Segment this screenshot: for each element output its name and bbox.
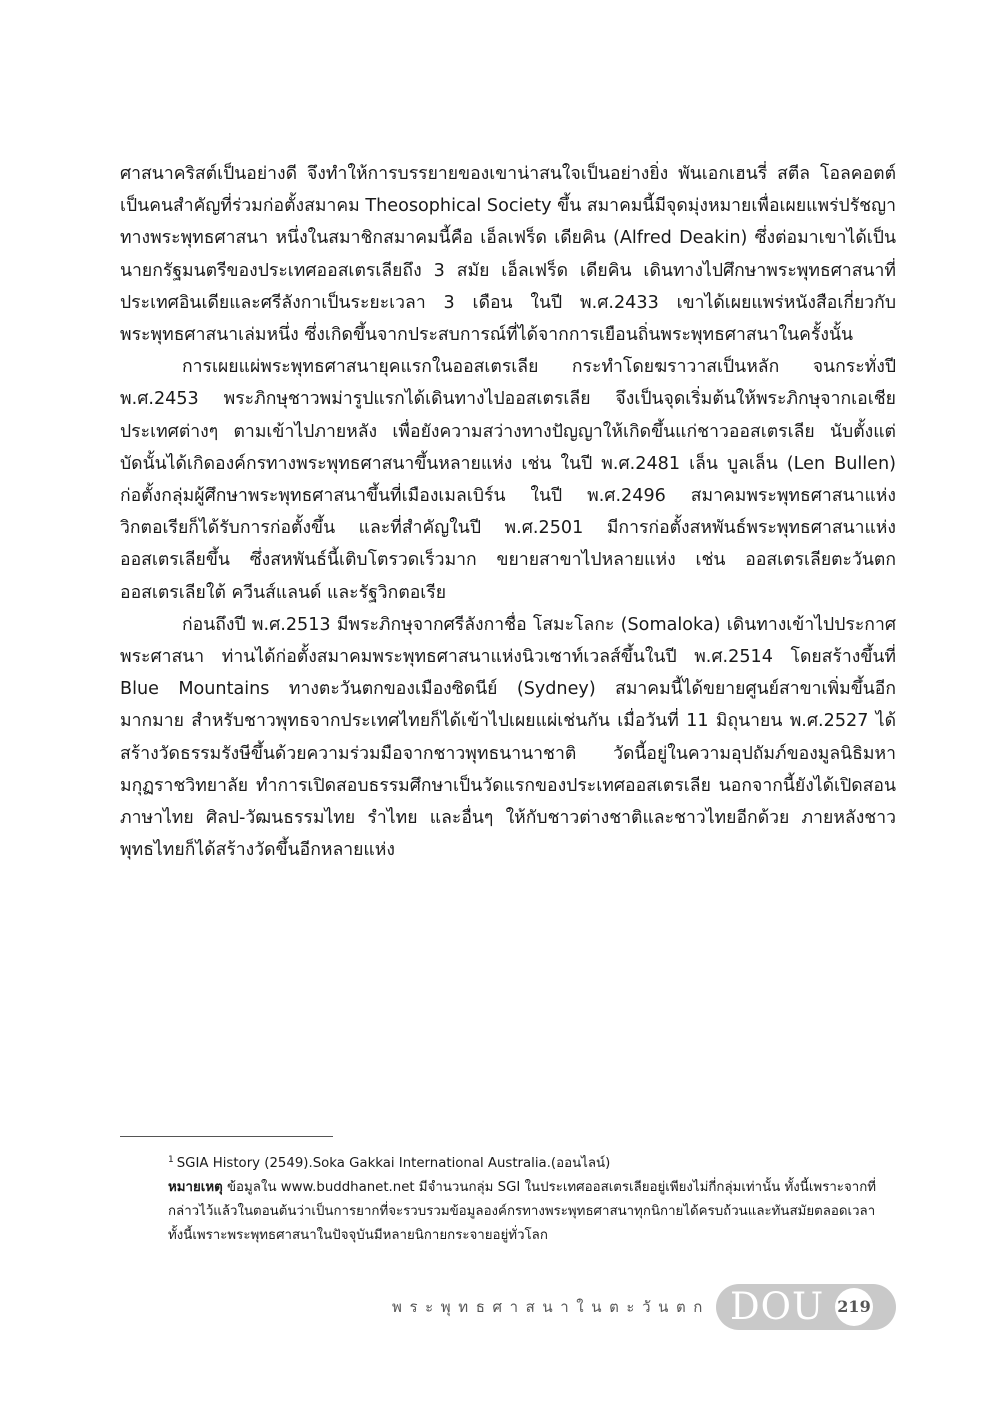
- dou-logo: DOU: [730, 1285, 825, 1328]
- paragraph-3: ก่อนถึงปี พ.ศ.2513 มีพระภิกษุจากศรีลังกาชื่อ โสมะโลกะ (Somaloka) เดินทางเข้าไปประกาศพระศาสนา ท่านได้ก่อตั้งสมาคมพระพุทธศาสนาแห่งนิวเซาท์เวลส์ขึ้นในปี พ.ศ.2514 โดยสร้างขึ้นที่ Blue Mountains ทางตะวันตกของเมืองซิดนีย์ (Sydney) สมาคมนี้ได้ขยายศูนย์สาขาเพิ่มขึ้นอีกมากมาย สำหรับชาวพุทธจากประเทศไทยก็ได้เข้าไปเผยแผ่เช่นกัน เมื่อวันที่ 11 มิถุนายน พ.ศ.2527 ได้สร้างวัดธรรมรังษีขึ้นด้วยความร่วมมือจากชาวพุทธนานาชาติ วัดนี้อยู่ในความอุปถัมภ์ของมูลนิธิมหามกุฏราชวิทยาลัย ทำการเปิดสอบธรรมศึกษาเป็นวัดแรกของประเทศออสเตรเลีย นอกจากนี้ยังได้เปิดสอนภาษาไทย ศิลป-วัฒนธรรมไทย รำไทย และอื่นๆ ให้กับชาวต่างชาติและชาวไทยอีกด้วย ภายหลังชาวพุทธไทยก็ได้สร้างวัดขึ้นอีกหลายแห่ง: [120, 614, 896, 861]
- footnote-citation: [168, 1148, 896, 1176]
- body-text: [120, 158, 896, 866]
- footnote-note-text: ข้อมูลใน www.buddhanet.net มีจำนวนกลุ่ม SGI ในประเทศออสเตรเลียอยู่เพียงไม่กี่กลุ่มเท่านั้น ทั้งนี้เพราะจากที่กล่าวไว้แล้วในตอนต้นว่าเป็นการยากที่จะรวบรวมข้อมูลองค์กรทางพระพุทธศาสนาทุกนิกายได้ครบถ้วนและทันสมัยตลอดเวลา ทั้งนี้เพราะพระพุทธศาสนาในปัจจุบันมีหลายนิกายกระจายอยู่ทั่วโลก: [168, 1180, 877, 1243]
- footnote-divider: [120, 1136, 333, 1137]
- footnote-ref-number: 1: [168, 1155, 174, 1165]
- paragraph-1: ศาสนาคริสต์เป็นอย่างดี จึงทำให้การบรรยายของเขาน่าสนใจเป็นอย่างยิ่ง พันเอกเฮนรี่ สตีล โอลคอตต์ เป็นคนสำคัญที่ร่วมก่อตั้งสมาคม Theosophical Society ขึ้น สมาคมนี้มีจุดมุ่งหมายเพื่อเผยแพร่ปรัชญาทางพระพุทธศาสนา หนึ่งในสมาชิกสมาคมนี้คือ เอ็ลเฟร็ด เดียคิน (Alfred Deakin) ซึ่งต่อมาเขาได้เป็นนายกรัฐมนตรีของประเทศออสเตรเลียถึง 3 สมัย เอ็ลเฟร็ด เดียคิน เดินทางไปศึกษาพระพุทธศาสนาที่ประเทศอินเดียและศรีลังกาเป็นระยะเวลา 3 เดือน ในปี พ.ศ.2433 เขาได้เผยแพร่หนังสือเกี่ยวกับพระพุทธศาสนาเล่มหนึ่ง ซึ่งเกิดขึ้นจากประสบการณ์ที่ได้จากการเยือนถิ่นพระพุทธศาสนาในครั้งนั้น: [120, 164, 896, 346]
- page-badge: [716, 1284, 896, 1330]
- footnote-note: [168, 1176, 896, 1248]
- paragraph-2: การเผยแผ่พระพุทธศาสนายุคแรกในออสเตรเลีย กระทำโดยฆราวาสเป็นหลัก จนกระทั่งปี พ.ศ.2453 พระภิกษุชาวพม่ารูปแรกได้เดินทางไปออสเตรเลีย จึงเป็นจุดเริ่มต้นให้พระภิกษุจากเอเชียประเทศต่างๆ ตามเข้าไปภายหลัง เพื่อยังความสว่างทางปัญญาให้เกิดขึ้นแก่ชาวออสเตรเลีย นับตั้งแต่บัดนั้นได้เกิดองค์กรทางพระพุทธศาสนาขึ้นหลายแห่ง เช่น ในปี พ.ศ.2481 เล็น บูลเล็น (Len Bullen) ก่อตั้งกลุ่มผู้ศึกษาพระพุทธศาสนาขึ้นที่เมืองเมลเบิร์น ในปี พ.ศ.2496 สมาคมพระพุทธศาสนาแห่งวิกตอเรียก็ได้รับการก่อตั้งขึ้น และที่สำคัญในปี พ.ศ.2501 มีการก่อตั้งสหพันธ์พระพุทธศาสนาแห่งออสเตรเลียขึ้น ซึ่งสหพันธ์นี้เติบโตรวดเร็วมาก ขยายสาขาไปหลายแห่ง เช่น ออสเตรเลียตะวันตก ออสเตรเลียใต้ ควีนส์แลนด์ และรัฐวิกตอเรีย: [120, 357, 896, 603]
- footer-book-title: พระพุทธศาสนาในตะวันตก: [392, 1298, 710, 1316]
- footnote-note-label: หมายเหตุ: [168, 1180, 223, 1195]
- page-number: 219: [835, 1288, 873, 1326]
- footnotes: [168, 1148, 896, 1248]
- footnote-citation-text: SGIA History (2549).Soka Gakkai International Australia.(ออนไลน์): [176, 1156, 611, 1171]
